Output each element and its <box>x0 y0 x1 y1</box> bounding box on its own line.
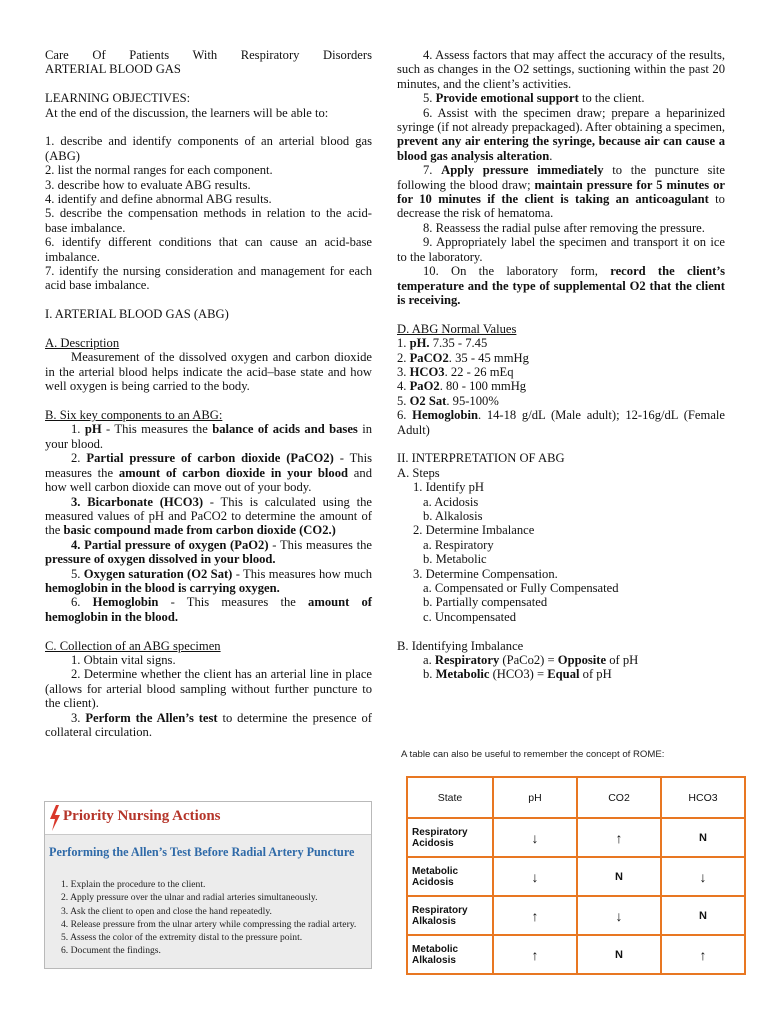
step-subitem: a. Compensated or Fully Compensated <box>423 581 619 595</box>
allen-step: 5. Assess the color of the extremity distal to the pressure point. <box>61 932 303 944</box>
interpretation-heading: II. INTERPRETATION OF ABG <box>397 451 565 466</box>
column-header: CO2 <box>577 777 661 818</box>
collection-step: 1. Obtain vital signs. <box>71 652 176 667</box>
allen-step: 6. Document the findings. <box>61 945 161 957</box>
document-subtitle: ARTERIAL BLOOD GAS <box>45 62 181 77</box>
section-heading-abg: I. ARTERIAL BLOOD GAS (ABG) <box>45 307 229 322</box>
collection-step: 7. Apply pressure immediately to the puncture site following the blood draw; maintain pressure for 5 minutes or for 10 minutes if the client is taking an anticoagulant to decrease the risk of hematoma. <box>397 163 725 221</box>
co2-cell: N <box>577 857 661 896</box>
collection-step: 6. Assist with the specimen draw; prepare a heparinized syringe (if not already prepackaged). After obtaining a specimen, prevent any air entering the syringe, because air can cause a blood gas analysis alteration. <box>397 105 726 163</box>
state-cell: Metabolic Alkalosis <box>407 935 493 974</box>
document-title: Care Of Patients With Respiratory Disorders <box>45 48 372 62</box>
objectives-intro: At the end of the discussion, the learners will be able to: <box>45 105 329 120</box>
step-subitem: b. Metabolic <box>423 552 487 567</box>
table-header-row <box>407 777 745 818</box>
component-o2sat: 5. Oxygen saturation (O2 Sat) - This measures how much hemoglobin in the blood is carrying oxygen. <box>45 566 372 595</box>
co2-cell: N <box>577 935 661 974</box>
description-heading: A. Description <box>45 336 120 351</box>
ph-cell: ↓ <box>493 857 577 896</box>
normal-value-item: 1. pH. 7.35 - 7.45 <box>397 336 488 351</box>
step-item: 1. Identify pH <box>413 480 484 495</box>
left-column <box>45 48 372 739</box>
objective-item: 7. identify the nursing consideration and management for each acid base imbalance. <box>45 264 372 293</box>
hco3-cell: N <box>661 818 745 857</box>
state-cell: Respiratory Acidosis <box>407 818 493 857</box>
priority-box-header <box>45 802 371 835</box>
state-cell: Metabolic Acidosis <box>407 857 493 896</box>
objective-item: 6. identify different conditions that can cause an acid-base imbalance. <box>45 235 372 264</box>
component-paco2: 2. Partial pressure of carbon dioxide (PaCO2) - This measures the amount of carbon dioxide in your blood and how well carbon dioxide can move out of your body. <box>45 451 372 495</box>
objective-item: 3. describe how to evaluate ABG results. <box>45 177 251 192</box>
priority-box-subtitle: Performing the Allen’s Test Before Radial Artery Puncture <box>49 845 355 859</box>
right-column <box>397 48 725 682</box>
state-cell: Respiratory Alkalosis <box>407 896 493 935</box>
table-row <box>407 857 745 896</box>
component-ph: 1. pH - This measures the balance of acids and bases in your blood. <box>45 422 373 451</box>
objective-item: 1. describe and identify components of an arterial blood gas (ABG) <box>45 134 372 163</box>
hco3-cell: N <box>661 896 745 935</box>
allen-step: 2. Apply pressure over the ulnar and radial arteries simultaneously. <box>61 892 318 904</box>
step-subitem: b. Partially compensated <box>423 595 548 610</box>
step-subitem: c. Uncompensated <box>423 609 517 624</box>
allen-test-steps <box>61 878 356 958</box>
collection-step: 8. Reassess the radial pulse after removing the pressure. <box>423 220 705 235</box>
objective-item: 4. identify and define abnormal ABG results. <box>45 192 272 207</box>
component-hemoglobin: 6. Hemoglobin - This measures the amount of hemoglobin in the blood. <box>45 595 373 624</box>
imbalance-rule: a. Respiratory (PaCo2) = Opposite of pH <box>423 653 639 668</box>
table-row <box>407 818 745 857</box>
components-heading: B. Six key components to an ABG: <box>45 408 223 423</box>
normal-value-item: 3. HCO3. 22 - 26 mEq <box>397 364 514 379</box>
collection-step: 2. Determine whether the client has an arterial line in place (allows for arterial blood sampling without further puncture to the client). <box>45 667 372 711</box>
normal-value-item: 4. PaO2. 80 - 100 mmHg <box>397 379 527 394</box>
ph-cell: ↓ <box>493 818 577 857</box>
step-item: 3. Determine Compensation. <box>413 566 558 581</box>
column-header: HCO3 <box>661 777 745 818</box>
collection-step: 4. Assess factors that may affect the accuracy of the results, such as changes in the O2 settings, suctioning within the past 20 minutes, and the client’s activities. <box>397 48 725 91</box>
priority-box-title: Priority Nursing Actions <box>63 808 221 824</box>
rome-table <box>406 776 746 975</box>
collection-heading: C. Collection of an ABG specimen <box>45 638 221 653</box>
objective-item: 2. list the normal ranges for each component. <box>45 163 273 178</box>
step-subitem: b. Alkalosis <box>423 508 483 523</box>
ph-cell: ↑ <box>493 935 577 974</box>
identifying-imbalance-heading: B. Identifying Imbalance <box>397 638 524 653</box>
hco3-cell: ↓ <box>661 857 745 896</box>
collection-step: 5. Provide emotional support to the client. <box>423 91 645 106</box>
step-item: 2. Determine Imbalance <box>413 523 535 538</box>
allen-step: 3. Ask the client to open and close the hand repeatedly. <box>61 905 272 917</box>
component-pao2: 4. Partial pressure of oxygen (PaO2) - This measures the pressure of oxygen dissolved in your blood. <box>45 537 372 567</box>
description-text: Measurement of the dissolved oxygen and carbon dioxide in the arterial blood helps indicate the acid–base state and how well oxygen is being carried to the body. <box>45 350 372 394</box>
table-row <box>407 896 745 935</box>
normal-value-item: 6. Hemoglobin. 14-18 g/dL (Male adult); 12-16g/dL (Female Adult) <box>397 408 725 437</box>
imbalance-rule: b. Metabolic (HCO3) = Equal of pH <box>423 667 612 682</box>
normal-value-item: 5. O2 Sat. 95-100% <box>397 393 499 408</box>
step-subitem: a. Respiratory <box>423 537 494 552</box>
component-hco3: 3. Bicarbonate (HCO3) - This is calculated using the measured values of pH and PaCO2 to determine the amount of the basic compound made from carbon dioxide (CO2.) <box>45 494 372 538</box>
collection-step: 3. Perform the Allen’s test to determine the presence of collateral circulation. <box>45 710 372 739</box>
objective-item: 5. describe the compensation methods in relation to the acid-base imbalance. <box>45 206 372 235</box>
step-subitem: a. Acidosis <box>423 494 479 509</box>
steps-heading: A. Steps <box>397 465 440 480</box>
column-header: State <box>407 777 493 818</box>
hco3-cell: ↑ <box>661 935 745 974</box>
allen-step: 4. Release pressure from the ulnar artery while compressing the radial artery. <box>61 918 357 930</box>
collection-step: 10. On the laboratory form, record the client’s temperature and the type of supplemental O2 that the client is receiving. <box>397 264 725 307</box>
lightning-bolt-icon <box>49 805 61 831</box>
priority-nursing-actions-box <box>44 801 372 969</box>
co2-cell: ↓ <box>577 896 661 935</box>
ph-cell: ↑ <box>493 896 577 935</box>
co2-cell: ↑ <box>577 818 661 857</box>
normal-values-heading: D. ABG Normal Values <box>397 321 517 336</box>
column-header: pH <box>493 777 577 818</box>
objectives-heading: LEARNING OBJECTIVES: <box>45 91 191 106</box>
normal-value-item: 2. PaCO2. 35 - 45 mmHg <box>397 350 529 365</box>
rome-caption: A table can also be useful to remember the concept of ROME: <box>401 749 665 760</box>
table-row <box>407 935 745 974</box>
collection-step: 9. Appropriately label the specimen and transport it on ice to the laboratory. <box>397 235 725 264</box>
allen-step: 1. Explain the procedure to the client. <box>61 879 206 890</box>
